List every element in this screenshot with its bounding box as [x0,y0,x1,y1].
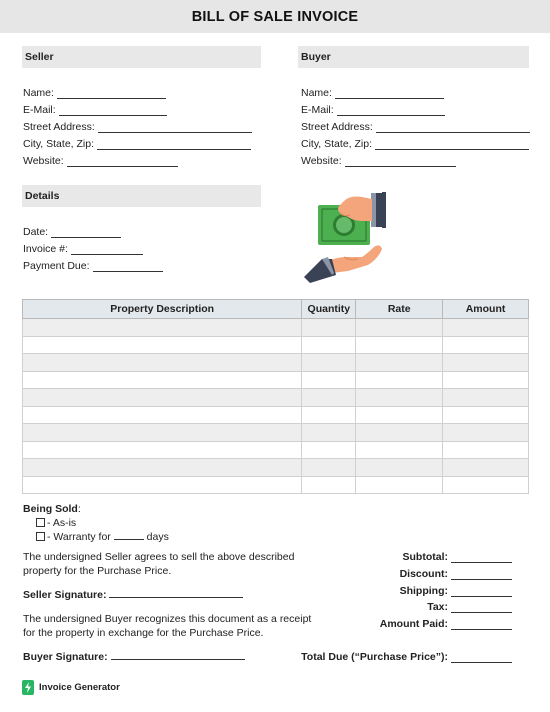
invoice-number-field[interactable] [23,243,143,255]
being-sold-colon: : [77,503,81,515]
rate-cell[interactable] [356,389,443,407]
rate-cell[interactable] [356,371,443,389]
buyer-name-field[interactable] [301,87,444,99]
subtotal-field[interactable] [403,551,513,563]
quantity-cell[interactable] [302,354,356,372]
table-row [23,424,529,442]
buyer-email-label: E-Mail: [301,104,334,116]
date-label: Date: [23,226,49,238]
seller-website-line[interactable] [67,158,178,167]
seller-heading [22,46,261,68]
seller-heading-label: Seller [25,51,54,63]
rate-cell[interactable] [356,406,443,424]
table-row [23,476,529,494]
seller-email-label: E-Mail: [23,104,56,116]
buyer-address-line[interactable] [376,124,530,133]
quantity-cell[interactable] [302,406,356,424]
seller-address-line[interactable] [98,124,252,133]
amount-cell[interactable] [443,389,529,407]
amount-cell[interactable] [443,476,529,494]
description-cell[interactable] [23,406,302,424]
amount-cell[interactable] [443,459,529,477]
buyer-signature-label: Buyer Signature: [23,651,108,663]
table-row [23,336,529,354]
warranty-option[interactable] [36,530,169,544]
amount-cell[interactable] [443,371,529,389]
column-header-rate: Rate [356,300,443,319]
invoice-number-label: Invoice #: [23,243,68,255]
buyer-address-label: Street Address: [301,121,373,133]
subtotal-line[interactable] [451,554,512,563]
buyer-website-line[interactable] [345,158,456,167]
buyer-statement-line-1: The undersigned Buyer recognizes this document as a receipt [23,613,312,625]
description-cell[interactable] [23,459,302,477]
amount-cell[interactable] [443,424,529,442]
table-row [23,389,529,407]
quantity-cell[interactable] [302,319,356,337]
amount-cell[interactable] [443,319,529,337]
tax-field[interactable] [427,601,512,613]
date-field[interactable] [23,226,121,238]
amount-paid-label: Amount Paid: [379,618,448,630]
seller-signature-line[interactable] [109,589,243,598]
amount-cell[interactable] [443,441,529,459]
payment-due-line[interactable] [93,263,163,272]
tax-line[interactable] [451,604,512,613]
payment-due-field[interactable] [23,260,163,272]
details-heading-label: Details [25,190,60,202]
quantity-cell[interactable] [302,476,356,494]
amount-cell[interactable] [443,354,529,372]
buyer-website-label: Website: [301,155,342,167]
rate-cell[interactable] [356,424,443,442]
amount-paid-field[interactable] [380,618,512,630]
as-is-option[interactable] [36,516,76,530]
payment-due-label: Payment Due: [23,260,90,272]
warranty-checkbox[interactable] [36,532,45,541]
description-cell[interactable] [23,354,302,372]
title-bar [0,0,550,33]
buyer-name-line[interactable] [335,90,444,99]
rate-cell[interactable] [356,319,443,337]
being-sold-label [23,502,81,516]
seller-statement-line-1: The undersigned Seller agrees to sell the above described [23,551,295,563]
buyer-city-field[interactable] [301,138,529,150]
seller-email-line[interactable] [59,107,167,116]
seller-name-label: Name: [23,87,54,99]
column-header-quantity: Quantity [302,300,356,319]
seller-city-label: City, State, Zip: [23,138,94,150]
property-table [22,299,529,494]
table-row [23,441,529,459]
seller-name-line[interactable] [57,90,166,99]
invoice-generator-logo-icon [22,680,34,695]
seller-statement-line-2: property for the Purchase Price. [23,565,172,577]
shipping-line[interactable] [451,588,512,597]
table-row [23,371,529,389]
as-is-checkbox[interactable] [36,518,45,527]
buyer-city-label: City, State, Zip: [301,138,372,150]
rate-cell[interactable] [356,459,443,477]
buyer-heading-label: Buyer [301,51,331,63]
seller-signature-field[interactable] [23,588,243,602]
buyer-signature-line[interactable] [111,651,245,660]
buyer-statement [23,612,311,640]
buyer-statement-line-2: for the property in exchange for the Purchase Price. [23,627,264,639]
details-heading [22,185,261,207]
description-cell[interactable] [23,476,302,494]
buyer-email-field[interactable] [301,104,445,116]
date-line[interactable] [51,229,121,238]
quantity-cell[interactable] [302,424,356,442]
page-title: BILL OF SALE INVOICE [191,8,359,25]
amount-paid-line[interactable] [451,621,512,630]
as-is-label: - As-is [47,517,77,529]
discount-line[interactable] [451,571,512,580]
seller-name-field[interactable] [23,87,166,99]
warranty-days-field[interactable] [114,531,144,540]
quantity-cell[interactable] [302,336,356,354]
column-header-amount: Amount [443,300,529,319]
rate-cell[interactable] [356,336,443,354]
description-cell[interactable] [23,336,302,354]
brand-name: Invoice Generator [39,682,120,693]
table-row [23,406,529,424]
table-row [23,319,529,337]
description-cell[interactable] [23,371,302,389]
description-cell[interactable] [23,424,302,442]
quantity-cell[interactable] [302,371,356,389]
total-due-field[interactable] [301,651,512,663]
column-header-description: Property Description [23,300,302,319]
table-header-row [23,300,529,319]
amount-cell[interactable] [443,336,529,354]
table-row [23,354,529,372]
description-cell[interactable] [23,389,302,407]
table-row [23,459,529,477]
shipping-label: Shipping: [399,585,448,597]
buyer-city-line[interactable] [375,141,529,150]
seller-address-field[interactable] [23,121,252,133]
invoice-number-line[interactable] [71,246,143,255]
rate-cell[interactable] [356,354,443,372]
quantity-cell[interactable] [302,459,356,477]
seller-email-field[interactable] [23,104,167,116]
seller-website-label: Website: [23,155,64,167]
seller-city-line[interactable] [97,141,251,150]
seller-statement [23,550,294,578]
description-cell[interactable] [23,319,302,337]
subtotal-label: Subtotal: [402,551,448,563]
discount-label: Discount: [399,568,448,580]
tax-label: Tax: [427,601,448,613]
buyer-email-line[interactable] [337,107,445,116]
seller-website-field[interactable] [23,155,178,167]
seller-city-field[interactable] [23,138,251,150]
seller-address-label: Street Address: [23,121,95,133]
buyer-heading [298,46,529,68]
buyer-signature-field[interactable] [23,650,245,664]
buyer-name-label: Name: [301,87,332,99]
total-due-line[interactable] [451,654,512,663]
quantity-cell[interactable] [302,441,356,459]
rate-cell[interactable] [356,441,443,459]
description-cell[interactable] [23,441,302,459]
amount-cell[interactable] [443,406,529,424]
rate-cell[interactable] [356,476,443,494]
buyer-website-field[interactable] [301,155,456,167]
buyer-address-field[interactable] [301,121,530,133]
discount-field[interactable] [400,568,512,580]
warranty-label-suffix: days [146,531,169,543]
shipping-field[interactable] [400,585,512,597]
quantity-cell[interactable] [302,389,356,407]
total-due-label: Total Due (“Purchase Price”): [301,651,448,663]
warranty-label-prefix: - Warranty for [47,531,111,543]
invoice-generator-logo [22,680,120,695]
seller-signature-label: Seller Signature: [23,589,107,601]
being-sold-heading: Being Sold [23,503,78,515]
hands-exchanging-money-icon [304,191,386,283]
